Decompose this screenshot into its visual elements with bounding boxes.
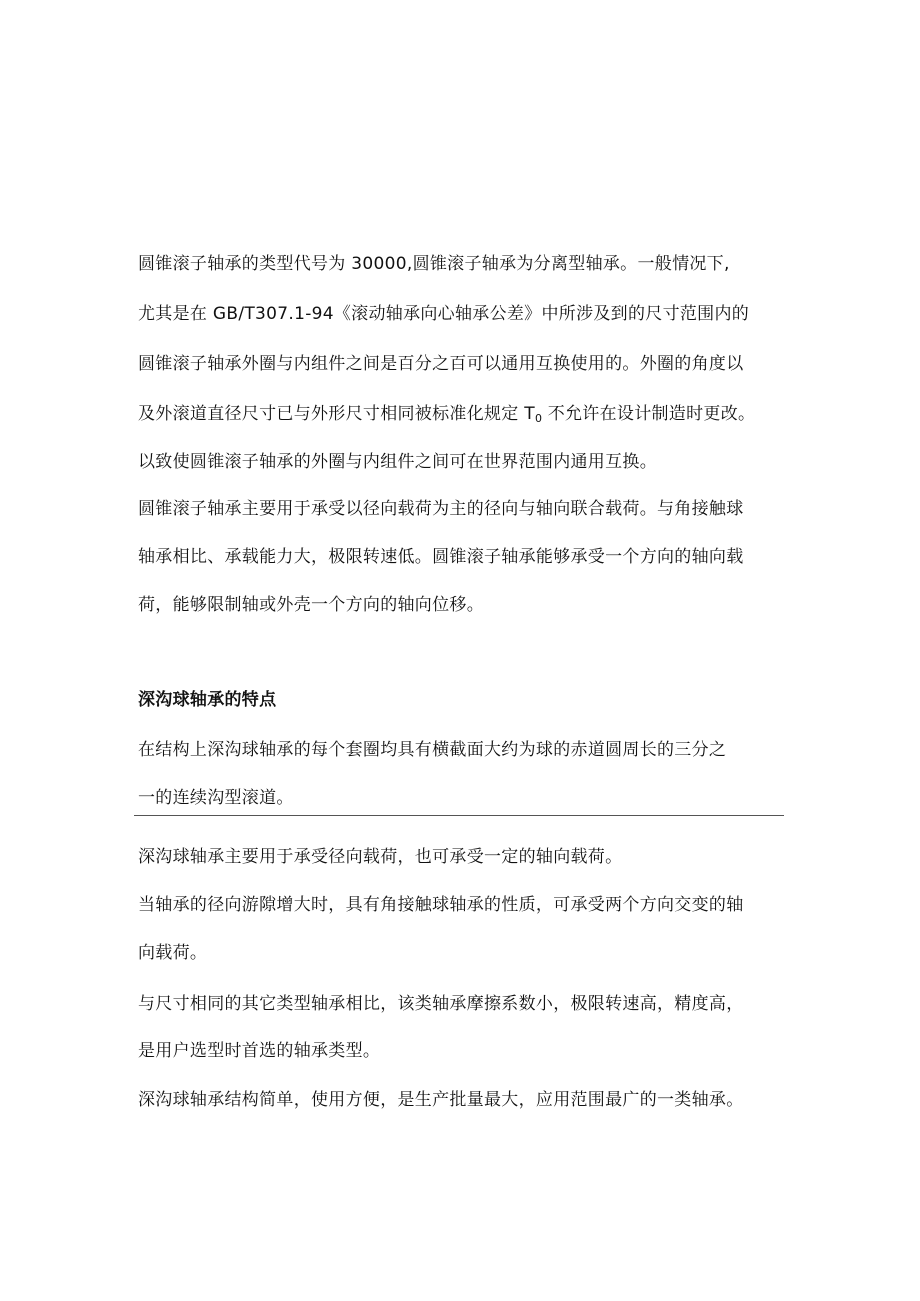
- horizontal-divider: [134, 815, 784, 816]
- paragraph-line: 圆锥滚子轴承主要用于承受以径向载荷为主的径向与轴向联合载荷。与角接触球: [138, 499, 744, 519]
- line-text: 不允许在设计制造时更改。: [542, 404, 756, 424]
- paragraph-line: 向载荷。: [138, 943, 208, 963]
- paragraph-line: 与尺寸相同的其它类型轴承相比，该类轴承摩擦系数小，极限转速高，精度高，: [138, 994, 744, 1014]
- paragraph-line: 荷，能够限制轴或外壳一个方向的轴向位移。: [138, 595, 484, 615]
- paragraph-line: 是用户选型时首选的轴承类型。: [138, 1041, 381, 1061]
- paragraph-line: 一的连续沟型滚道。: [138, 788, 294, 808]
- line-text: 及外滚道直径尺寸已与外形尺寸相同被标准化规定 T: [138, 404, 535, 424]
- paragraph-line: 在结构上深沟球轴承的每个套圈均具有横截面大约为球的赤道圆周长的三分之: [138, 740, 727, 760]
- paragraph-line: 圆锥滚子轴承外圈与内组件之间是百分之百可以通用互换使用的。外圈的角度以: [138, 354, 744, 374]
- paragraph-line: 轴承相比、承载能力大，极限转速低。圆锥滚子轴承能够承受一个方向的轴向载: [138, 547, 744, 567]
- paragraph-line: 当轴承的径向游隙增大时，具有角接触球轴承的性质，可承受两个方向交变的轴: [138, 895, 744, 915]
- paragraph-line: 圆锥滚子轴承的类型代号为 30000,圆锥滚子轴承为分离型轴承。一般情况下,: [138, 254, 730, 274]
- paragraph-line: 深沟球轴承主要用于承受径向载荷，也可承受一定的轴向载荷。: [138, 847, 623, 867]
- paragraph-line: 尤其是在 GB/T307.1-94《滚动轴承向心轴承公差》中所涉及到的尺寸范围内的: [138, 304, 750, 324]
- paragraph-line: 以致使圆锥滚子轴承的外圈与内组件之间可在世界范围内通用互换。: [138, 452, 657, 472]
- paragraph-line: [138, 402, 755, 431]
- subscript: 0: [535, 412, 542, 425]
- paragraph-line: 深沟球轴承结构简单，使用方便，是生产批量最大，应用范围最广的一类轴承。: [138, 1090, 744, 1110]
- section-heading: 深沟球轴承的特点: [138, 690, 277, 710]
